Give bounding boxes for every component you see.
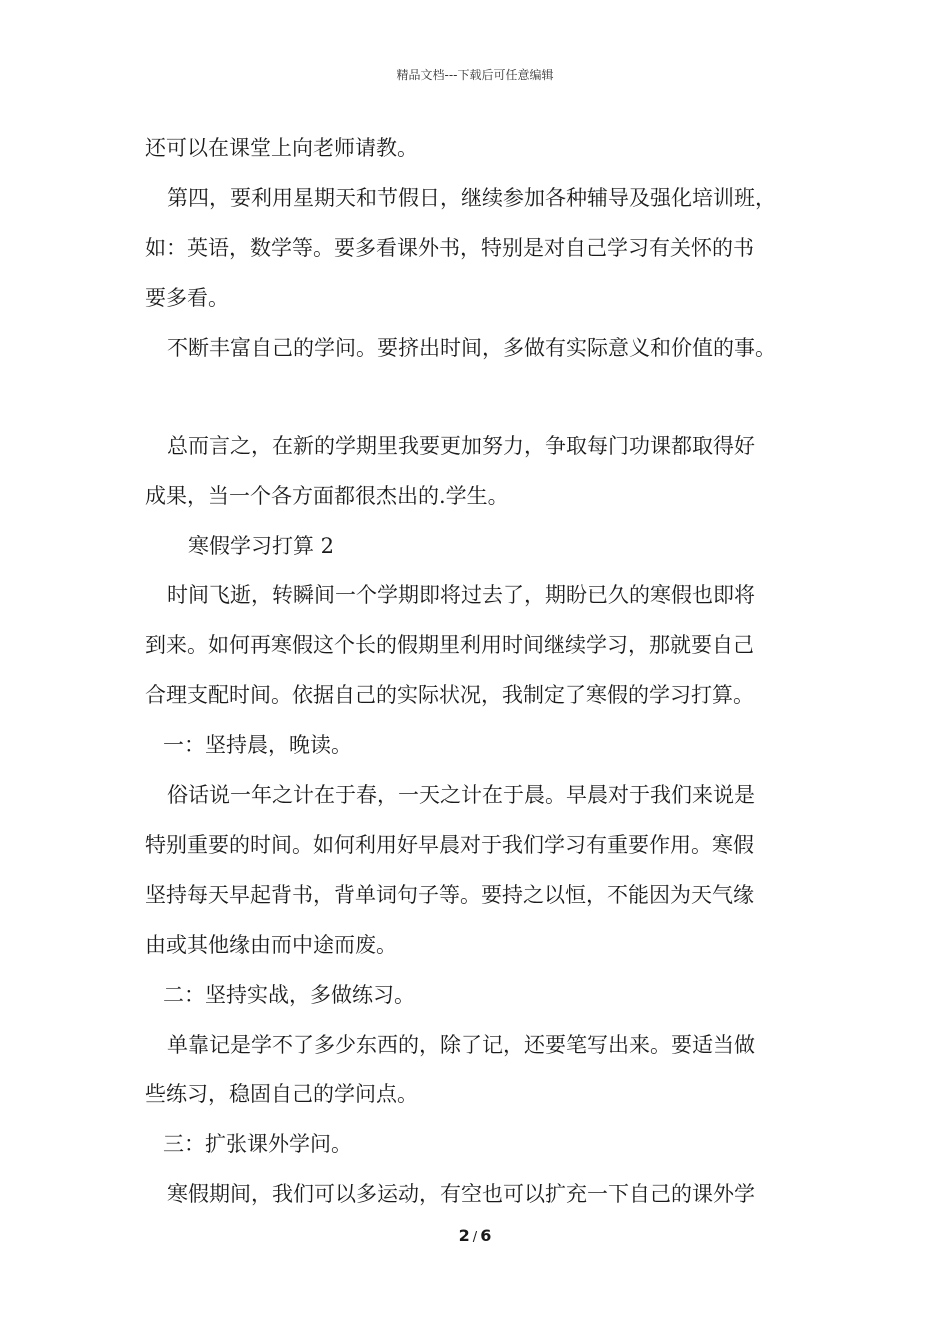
- paragraph-line: 到来。如何再寒假这个长的假期里利用时间继续学习，那就要自己: [145, 633, 754, 657]
- list-heading: 三：扩张课外学问。: [163, 1132, 352, 1156]
- paragraph-line: 坚持每天早起背书，背单词句子等。要持之以恒，不能因为天气缘: [145, 883, 754, 907]
- paragraph-line: 还可以在课堂上向老师请教。: [145, 136, 418, 160]
- paragraph-line: 不断丰富自己的学问。要挤出时间，多做有实际意义和价值的事。: [167, 336, 776, 360]
- paragraph-line: 如：英语，数学等。要多看课外书，特别是对自己学习有关怀的书: [145, 236, 754, 260]
- paragraph-line: 第四，要利用星期天和节假日，继续参加各种辅导及强化培训班，: [167, 186, 776, 210]
- paragraph-line: 寒假期间，我们可以多运动，有空也可以扩充一下自己的课外学: [167, 1182, 755, 1206]
- paragraph-line: 些练习，稳固自己的学问点。: [145, 1082, 418, 1106]
- paragraph-line: 俗话说一年之计在于春，一天之计在于晨。早晨对于我们来说是: [167, 783, 755, 807]
- page-separator: /: [472, 1230, 478, 1245]
- section-title: 寒假学习打算 2: [188, 534, 335, 558]
- paragraph-line: 成果，当一个各方面都很杰出的.学生。: [145, 484, 509, 508]
- paragraph-line: 特别重要的时间。如何利用好早晨对于我们学习有重要作用。寒假: [145, 833, 754, 857]
- paragraph-line: 由或其他缘由而中途而废。: [145, 933, 397, 957]
- paragraph-line: 时间飞逝，转瞬间一个学期即将过去了，期盼已久的寒假也即将: [167, 583, 755, 607]
- paragraph-line: 单靠记是学不了多少东西的，除了记，还要笔写出来。要适当做: [167, 1033, 755, 1057]
- paragraph-line: 合理支配时间。依据自己的实际状况，我制定了寒假的学习打算。: [145, 683, 754, 707]
- current-page: 2: [458, 1226, 470, 1245]
- total-pages: 6: [480, 1226, 492, 1245]
- page-number: [0, 1226, 950, 1245]
- list-heading: 一：坚持晨，晚读。: [163, 733, 352, 757]
- paragraph-line: 要多看。: [145, 286, 229, 310]
- list-heading: 二：坚持实战，多做练习。: [163, 983, 415, 1007]
- page-header: 精品文档---下载后可任意编辑: [396, 68, 554, 82]
- paragraph-line: 总而言之，在新的学期里我要更加努力，争取每门功课都取得好: [167, 434, 755, 458]
